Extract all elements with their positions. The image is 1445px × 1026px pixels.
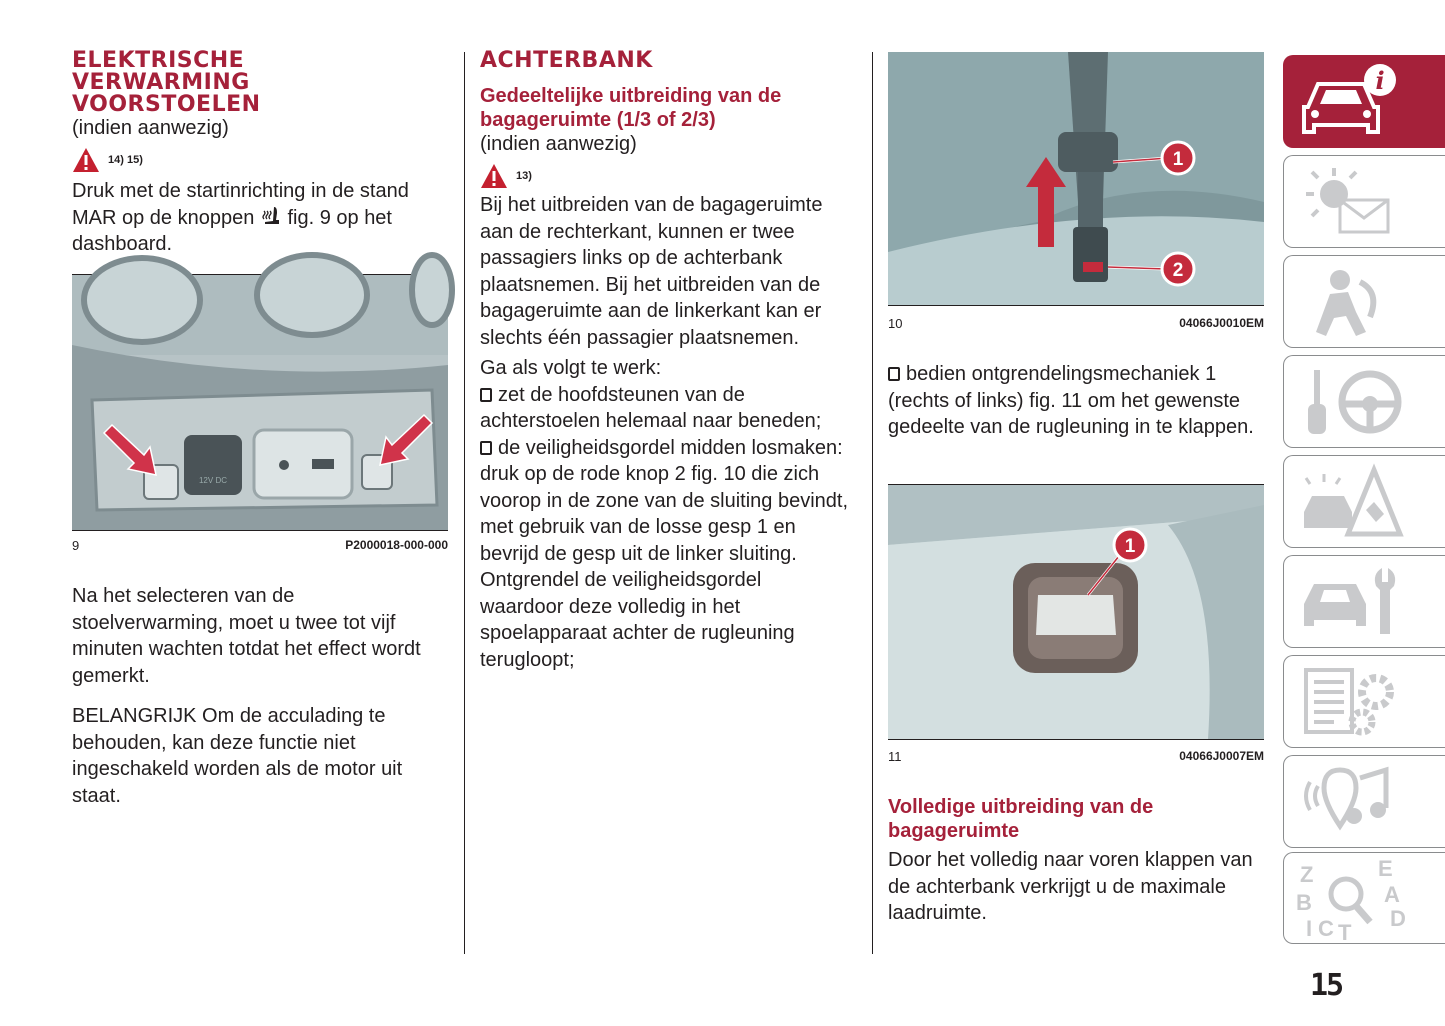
section-title: ACHTERBANK bbox=[480, 48, 653, 73]
seatbelt-illustration bbox=[888, 52, 1264, 305]
figure-code: P2000018-000-000 bbox=[345, 538, 448, 552]
column-1 bbox=[72, 48, 448, 258]
callout-1: 1 bbox=[1172, 149, 1184, 170]
checkbox-bullet-icon bbox=[888, 367, 900, 381]
paragraph: Door het volledig naar voren klappen van de achterbank verkrijgt u de maximale laadruimte. bbox=[888, 849, 1253, 924]
callout-1: 1 bbox=[1124, 536, 1136, 557]
warning-row bbox=[480, 162, 850, 190]
car-wrench-icon bbox=[1300, 562, 1400, 642]
dashboard-illustration bbox=[72, 275, 448, 530]
tab-maintenance[interactable] bbox=[1283, 555, 1445, 648]
index-letter: A bbox=[1384, 882, 1400, 907]
socket-label: 12V DC bbox=[198, 476, 228, 485]
column-divider bbox=[464, 52, 465, 954]
multimedia-icon bbox=[1300, 762, 1400, 842]
index-letters-icon bbox=[1296, 856, 1406, 945]
index-letter: T bbox=[1338, 920, 1352, 945]
bullet-item bbox=[480, 382, 850, 435]
column-1-lower bbox=[72, 583, 448, 809]
figure-10-image bbox=[888, 52, 1264, 306]
tab-starting-driving[interactable] bbox=[1283, 355, 1445, 448]
figure-9-caption bbox=[72, 538, 448, 553]
figure-11-caption bbox=[888, 749, 1264, 764]
checkbox-bullet-icon bbox=[480, 441, 492, 455]
paragraph: BELANGRIJK Om de acculading te behouden, kan deze functie niet ingeschakeld worden als de motor uit staat. bbox=[72, 705, 403, 807]
bullet-item bbox=[888, 361, 1264, 441]
section-subtitle: Volledige uitbreiding van de bagageruimte bbox=[888, 796, 1154, 842]
figure-10-caption bbox=[888, 316, 1264, 331]
figure-number: 9 bbox=[72, 538, 80, 553]
warning-row bbox=[72, 146, 448, 174]
figure-code: 04066J0010EM bbox=[1179, 316, 1264, 330]
section-subtitle: (indien aanwezig) bbox=[72, 117, 229, 139]
column-3-lower bbox=[888, 795, 1264, 927]
section-title: ELEKTRISCHE VERWARMING VOORSTOELEN bbox=[72, 48, 261, 117]
figure-code: 04066J0007EM bbox=[1179, 749, 1264, 763]
tab-technical-data[interactable] bbox=[1283, 655, 1445, 748]
warning-refs: 13) bbox=[516, 170, 532, 182]
tab-index[interactable] bbox=[1283, 852, 1445, 944]
bullet-item bbox=[480, 435, 850, 674]
tab-emergency[interactable] bbox=[1283, 455, 1445, 548]
airbag-icon bbox=[1300, 262, 1400, 342]
svg-text:i: i bbox=[1375, 65, 1385, 95]
figure-number: 10 bbox=[888, 316, 903, 331]
paragraph: Ga als volgt te werk: bbox=[480, 357, 662, 379]
tab-lights-messages[interactable] bbox=[1283, 155, 1445, 248]
paragraph: Bij het uitbreiden van de bagageruimte aan de rechterkant, kunnen er twee passagiers links op de achterbank plaatsnemen. Bij het uitbreiden van de bagageruimte aan de linkerkant kan er slechts één passagier plaatsnemen. bbox=[480, 194, 823, 349]
tab-vehicle-info[interactable] bbox=[1283, 55, 1445, 148]
section-subtitle: Gedeeltelijke uitbreiding van de bagageruimte (1/3 of 2/3) bbox=[480, 85, 782, 131]
checkbox-bullet-icon bbox=[480, 388, 492, 402]
paragraph-text: Druk met de startinrichting in de stand MAR op de knoppen bbox=[72, 180, 409, 229]
index-letter: I bbox=[1306, 916, 1313, 941]
index-letter: E bbox=[1378, 856, 1393, 881]
page-number: 15 bbox=[1310, 968, 1343, 1003]
tab-safety[interactable] bbox=[1283, 255, 1445, 348]
paragraph bbox=[72, 178, 448, 258]
release-lever-illustration bbox=[888, 485, 1264, 739]
tab-multimedia[interactable] bbox=[1283, 755, 1445, 848]
lights-message-icon bbox=[1300, 162, 1400, 242]
index-letter: B bbox=[1296, 890, 1312, 915]
index-letter: Z bbox=[1300, 862, 1314, 887]
key-steering-icon bbox=[1300, 362, 1400, 442]
breakdown-warning-icon bbox=[1300, 462, 1400, 542]
figure-9-image bbox=[72, 274, 448, 531]
bullet-text: de veiligheidsgordel midden losmaken: druk op de rode knop 2 fig. 10 die zich voorop in de zone van de sluiting bevindt, met gebruik van de losse gesp 1 en bevrijd de gesp uit de linker sluiting. Ontgrendel de veiligheidsgordel waardoor deze volledig in het spoelapparaat achter de rugleuning terugloopt; bbox=[480, 436, 849, 671]
figure-11-image bbox=[888, 484, 1264, 740]
availability-note: (indien aanwezig) bbox=[480, 133, 637, 155]
paragraph-text: fig. 9 op het dashboard. bbox=[72, 206, 392, 255]
manual-gear-icon bbox=[1300, 662, 1400, 742]
warning-triangle-icon bbox=[72, 147, 100, 173]
warning-refs: 14) 15) bbox=[108, 154, 143, 166]
paragraph: Na het selecteren van de stoelverwarming, moet u twee tot vijf minuten wachten totdat het effect wordt gemerkt. bbox=[72, 585, 421, 687]
column-divider bbox=[872, 52, 873, 954]
seat-heating-icon bbox=[260, 205, 282, 227]
callout-2: 2 bbox=[1172, 260, 1184, 281]
bullet-text: bedien ontgrendelingsmechaniek 1 (rechts of links) fig. 11 om het gewenste gedeelte van de rugleuning in te klappen. bbox=[888, 363, 1254, 438]
index-letter: C bbox=[1318, 916, 1334, 941]
column-3-text bbox=[888, 361, 1264, 441]
bullet-text: zet de hoofdsteunen van de achterstoelen helemaal naar beneden; bbox=[480, 383, 822, 432]
car-info-icon bbox=[1300, 62, 1400, 142]
warning-triangle-icon bbox=[480, 163, 508, 189]
index-letter: D bbox=[1390, 906, 1406, 931]
column-2 bbox=[480, 48, 850, 673]
figure-number: 11 bbox=[888, 749, 902, 764]
